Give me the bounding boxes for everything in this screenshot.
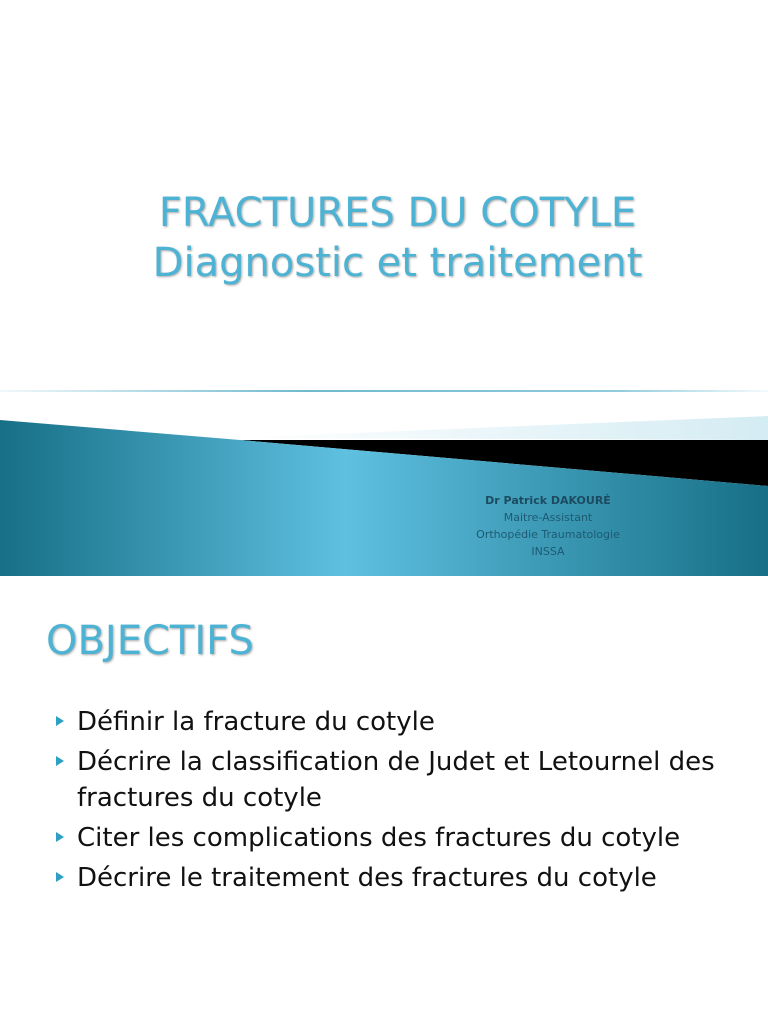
author-institution: INSSA [531, 545, 565, 558]
objectives-title: OBJECTIFS [46, 618, 254, 664]
objective-text: Décrire la classification de Judet et Letournel des fractures du cotyle [77, 747, 715, 813]
title-line-main: FRACTURES DU COTYLE [158, 190, 637, 236]
objectives-slide [0, 576, 768, 1024]
triangle-bullet-icon [56, 872, 64, 882]
objective-text: Définir la fracture du cotyle [77, 707, 435, 737]
triangle-bullet-icon [56, 756, 64, 766]
author-department: Orthopédie Traumatologie [476, 528, 620, 541]
objectives-list [56, 704, 746, 900]
objective-text: Décrire le traitement des fractures du cotyle [77, 863, 657, 893]
author-block [448, 492, 648, 560]
band-light-wedge [230, 416, 768, 440]
objective-item-3 [56, 820, 746, 856]
slide-title [0, 188, 768, 288]
objective-item-2 [56, 744, 746, 816]
objective-text: Citer les complications des fractures du cotyle [77, 823, 681, 853]
divider-line [0, 390, 768, 392]
triangle-bullet-icon [56, 716, 64, 726]
title-line-sub: Diagnostic et traitement [152, 240, 643, 286]
triangle-bullet-icon [56, 832, 64, 842]
decorative-band [0, 410, 768, 576]
author-role: Maitre-Assistant [503, 511, 593, 524]
author-name: Dr Patrick DAKOURÉ [485, 494, 611, 507]
objective-item-4 [56, 860, 746, 896]
objective-item-1 [56, 704, 746, 740]
